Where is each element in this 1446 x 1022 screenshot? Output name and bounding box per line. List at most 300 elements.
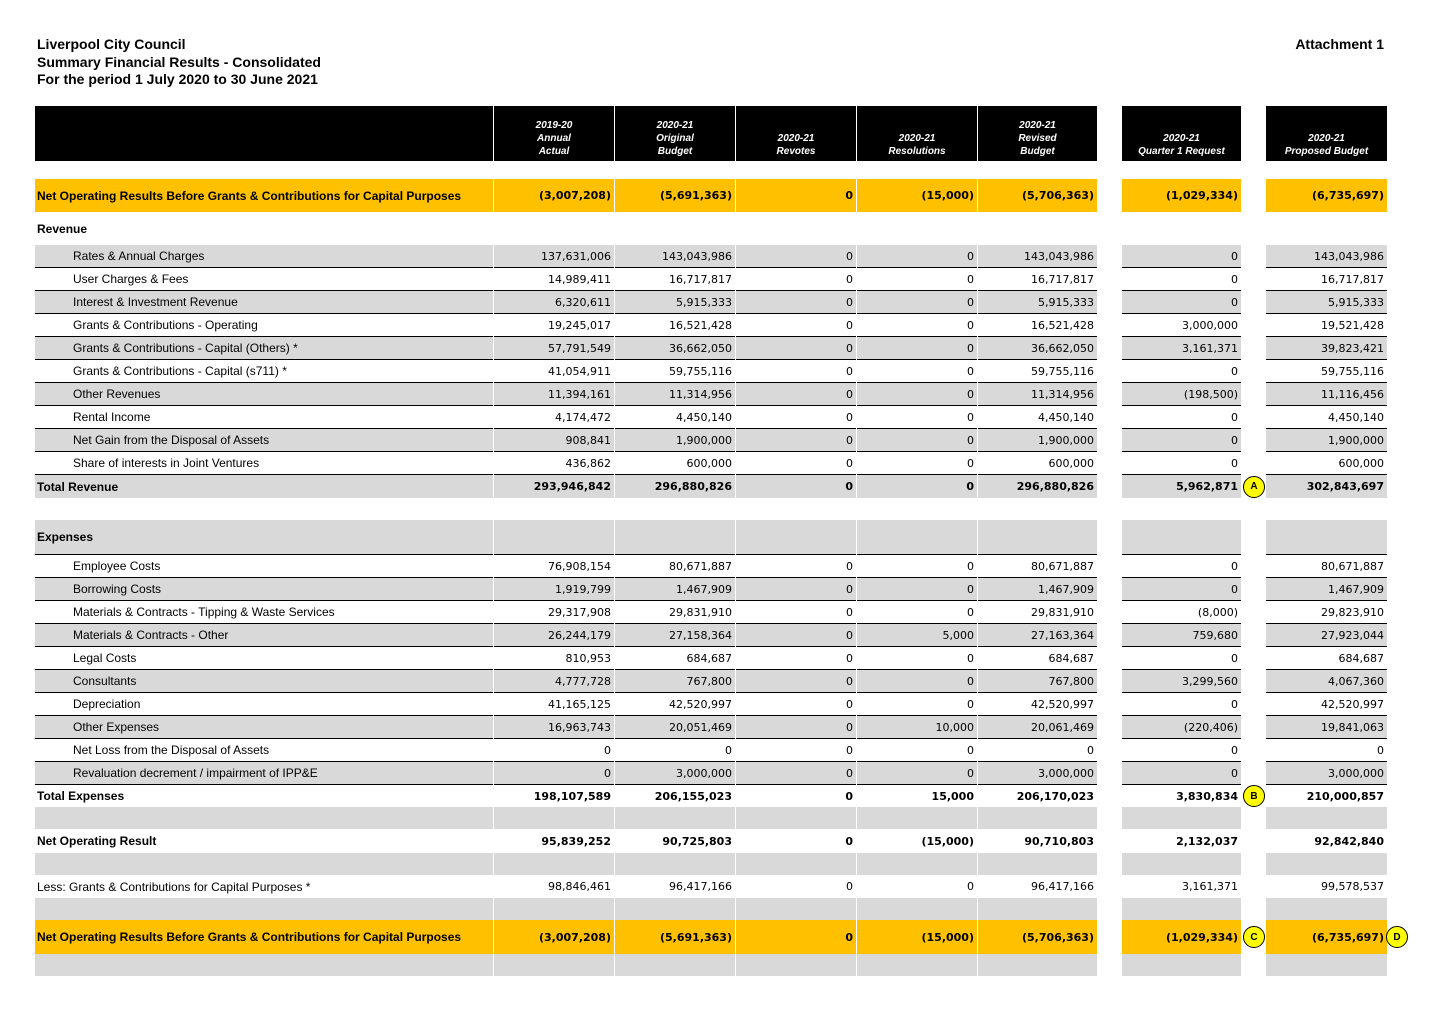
row-value: 0 <box>857 452 977 475</box>
row-value: 0 <box>857 245 977 268</box>
row-value: 19,521,428 <box>1266 314 1387 337</box>
row-label: Revenue <box>37 221 88 236</box>
column-header <box>1266 106 1387 161</box>
column-header-line: 2020-21 <box>656 120 694 131</box>
row-label: User Charges & Fees <box>35 268 493 291</box>
row-value: 42,520,997 <box>978 693 1097 716</box>
row-value: 96,417,166 <box>669 880 732 893</box>
row-value: (5,706,363) <box>978 920 1097 954</box>
row-value: 0 <box>736 578 856 601</box>
row-value: 0 <box>857 475 977 498</box>
row-value: 143,043,986 <box>1266 245 1387 268</box>
row-value: 600,000 <box>1266 452 1387 475</box>
column-header <box>615 106 735 161</box>
table-row <box>35 920 1387 954</box>
report-period: For the period 1 July 2020 to 30 June 2021 <box>37 71 318 87</box>
column-header <box>857 106 977 161</box>
row-label: Total Revenue <box>35 475 493 498</box>
row-value: 0 <box>857 314 977 337</box>
row-value <box>736 498 856 520</box>
row-value <box>978 212 1097 245</box>
table-row <box>35 360 1387 383</box>
row-value: 0 <box>736 762 856 785</box>
row-value: 16,521,428 <box>978 314 1097 337</box>
row-value: 19,245,017 <box>494 314 614 337</box>
marker-badge-d: D <box>1386 926 1408 948</box>
row-label: Share of interests in Joint Ventures <box>35 452 493 475</box>
column-header-line: 2020-21 <box>1019 120 1056 131</box>
row-value: 810,953 <box>494 647 614 670</box>
row-value <box>857 853 977 875</box>
row-value: 1,900,000 <box>978 429 1097 452</box>
row-value: (15,000) <box>921 834 974 848</box>
org-name: Liverpool City Council <box>37 36 186 52</box>
table-row <box>35 475 1387 498</box>
row-value: 16,521,428 <box>615 314 735 337</box>
column-header-line: Revotes <box>776 146 816 157</box>
row-value: 0 <box>857 383 977 406</box>
row-value: 436,862 <box>494 452 614 475</box>
row-value: 0 <box>857 555 977 578</box>
row-value: 0 <box>1122 555 1241 578</box>
table-row <box>35 314 1387 337</box>
row-value <box>1122 520 1241 555</box>
row-value: 0 <box>736 693 856 716</box>
row-label <box>35 898 493 920</box>
table-row <box>35 647 1387 670</box>
row-value: 99,578,537 <box>1321 880 1384 893</box>
row-label: Expenses <box>35 520 493 555</box>
row-value: 1,467,909 <box>978 578 1097 601</box>
row-value: 0 <box>736 647 856 670</box>
row-value: 206,170,023 <box>1016 789 1094 803</box>
row-value <box>1266 807 1387 829</box>
row-label: Other Revenues <box>35 383 493 406</box>
column-header-line: Proposed Budget <box>1284 146 1369 157</box>
row-label: Legal Costs <box>35 647 493 670</box>
row-value: 684,687 <box>978 647 1097 670</box>
row-value: 39,823,421 <box>1266 337 1387 360</box>
row-label <box>35 807 493 829</box>
row-value <box>1122 498 1241 520</box>
row-value: 1,467,909 <box>615 578 735 601</box>
row-value: 0 <box>736 920 856 954</box>
table-row <box>35 452 1387 475</box>
row-value: 0 <box>1122 360 1241 383</box>
table-row <box>35 212 1387 245</box>
row-value: 0 <box>857 739 977 762</box>
table-row <box>35 429 1387 452</box>
row-value: (1,029,334) <box>1122 920 1241 954</box>
row-value: 92,842,840 <box>1314 834 1384 848</box>
row-value <box>494 807 614 829</box>
row-value: 3,000,000 <box>615 762 735 785</box>
spacer-row <box>35 807 1387 829</box>
column-header-line: Resolutions <box>888 146 946 157</box>
row-value: 20,051,469 <box>615 716 735 739</box>
row-value <box>615 520 735 555</box>
attachment-label: Attachment 1 <box>1295 36 1384 52</box>
column-header-line: Actual <box>538 146 570 157</box>
row-label: Other Expenses <box>35 716 493 739</box>
row-value: 4,450,140 <box>615 406 735 429</box>
row-value: 42,520,997 <box>1266 693 1387 716</box>
row-value <box>1266 853 1387 875</box>
row-value: 29,831,910 <box>978 601 1097 624</box>
row-value: 0 <box>736 179 856 212</box>
row-value: 3,299,560 <box>1122 670 1241 693</box>
row-value: 0 <box>736 624 856 647</box>
row-value: (5,691,363) <box>615 920 735 954</box>
row-value: 36,662,050 <box>615 337 735 360</box>
table-row <box>35 601 1387 624</box>
table-row <box>35 875 1387 898</box>
row-value: 11,394,161 <box>494 383 614 406</box>
row-value: 11,314,956 <box>978 383 1097 406</box>
row-value: 302,843,697 <box>1266 475 1387 498</box>
column-header-row <box>35 106 1387 161</box>
row-value: 0 <box>1122 762 1241 785</box>
row-label: Materials & Contracts - Other <box>35 624 493 647</box>
row-value <box>978 807 1097 829</box>
row-value <box>615 954 735 976</box>
row-label: Materials & Contracts - Tipping & Waste Services <box>35 601 493 624</box>
row-value: 143,043,986 <box>615 245 735 268</box>
row-value: 16,963,743 <box>494 716 614 739</box>
row-value: 0 <box>967 880 974 893</box>
row-value <box>857 498 977 520</box>
row-value <box>978 498 1097 520</box>
row-value: 296,880,826 <box>978 475 1097 498</box>
column-header-line <box>888 119 945 132</box>
row-value <box>978 898 1097 920</box>
table-row <box>35 762 1387 785</box>
table-row <box>35 555 1387 578</box>
row-value: 4,174,472 <box>494 406 614 429</box>
row-value: 3,830,834 <box>1176 789 1238 803</box>
row-value: 0 <box>736 291 856 314</box>
row-value: 27,158,364 <box>615 624 735 647</box>
marker-badge-b: B <box>1243 785 1265 807</box>
row-value: 0 <box>1122 452 1241 475</box>
row-value: 206,155,023 <box>654 789 732 803</box>
row-value: 36,662,050 <box>978 337 1097 360</box>
row-value: 41,054,911 <box>494 360 614 383</box>
row-value: 16,717,817 <box>615 268 735 291</box>
row-value: 0 <box>494 762 614 785</box>
row-value: 0 <box>857 693 977 716</box>
row-value: 0 <box>978 739 1097 762</box>
row-label: Total Expenses <box>37 789 125 803</box>
row-value <box>736 954 856 976</box>
spacer-row <box>35 898 1387 920</box>
row-value <box>1122 898 1241 920</box>
row-label <box>35 498 493 520</box>
report-title-block <box>37 36 321 89</box>
table-row <box>35 670 1387 693</box>
row-value: 5,915,333 <box>1266 291 1387 314</box>
row-label: Rates & Annual Charges <box>35 245 493 268</box>
table-row <box>35 829 1387 853</box>
row-value <box>494 498 614 520</box>
row-value <box>615 807 735 829</box>
row-value: 29,831,910 <box>615 601 735 624</box>
row-value: 59,755,116 <box>1266 360 1387 383</box>
table-row <box>35 578 1387 601</box>
row-value: 4,777,728 <box>494 670 614 693</box>
table-row <box>35 179 1387 212</box>
row-value: 0 <box>736 739 856 762</box>
row-value <box>1266 898 1387 920</box>
row-label: Rental Income <box>35 406 493 429</box>
row-value: 80,671,887 <box>1266 555 1387 578</box>
table-row <box>35 406 1387 429</box>
row-value: 0 <box>1122 406 1241 429</box>
table-row <box>35 383 1387 406</box>
row-value: 26,244,179 <box>494 624 614 647</box>
row-value <box>736 520 856 555</box>
row-value: (220,406) <box>1122 716 1241 739</box>
row-value: 0 <box>736 475 856 498</box>
marker-badge-c: C <box>1243 926 1265 948</box>
row-value <box>857 520 977 555</box>
row-value <box>494 212 614 245</box>
row-value: 0 <box>736 429 856 452</box>
column-header <box>494 106 614 161</box>
row-value <box>1266 954 1387 976</box>
table-row <box>35 337 1387 360</box>
row-value: 0 <box>845 789 853 803</box>
row-value: 0 <box>857 578 977 601</box>
row-value: 600,000 <box>615 452 735 475</box>
row-value: 27,923,044 <box>1266 624 1387 647</box>
row-label: Net Operating Results Before Grants & Contributions for Capital Purposes <box>35 179 493 212</box>
row-value: 0 <box>736 452 856 475</box>
row-value: 600,000 <box>978 452 1097 475</box>
row-value: 684,687 <box>1266 647 1387 670</box>
row-value: 0 <box>736 360 856 383</box>
row-value <box>494 898 614 920</box>
row-value: (6,735,697) <box>1266 179 1387 212</box>
row-value: 759,680 <box>1122 624 1241 647</box>
row-value: 2,132,037 <box>1176 834 1238 848</box>
row-value: 3,000,000 <box>978 762 1097 785</box>
row-value: 0 <box>736 406 856 429</box>
column-header-line: 2020-21 <box>777 133 815 144</box>
row-value: 1,900,000 <box>1266 429 1387 452</box>
row-value: 80,671,887 <box>978 555 1097 578</box>
row-value: 11,314,956 <box>615 383 735 406</box>
row-value <box>494 520 614 555</box>
column-header-line <box>1138 119 1225 132</box>
row-value: 0 <box>615 739 735 762</box>
row-value: 95,839,252 <box>541 834 611 848</box>
row-value: 0 <box>845 834 853 848</box>
row-value: 80,671,887 <box>615 555 735 578</box>
table-row <box>35 739 1387 762</box>
row-label: Revaluation decrement / impairment of IPP&E <box>35 762 493 785</box>
row-value: 0 <box>736 555 856 578</box>
row-value <box>1122 212 1241 245</box>
row-value: 76,908,154 <box>494 555 614 578</box>
row-value: 0 <box>857 762 977 785</box>
row-value: 143,043,986 <box>978 245 1097 268</box>
header-label-cell <box>35 106 493 161</box>
row-value: 4,450,140 <box>1266 406 1387 429</box>
row-value <box>494 954 614 976</box>
row-value: 0 <box>857 429 977 452</box>
row-value: 5,915,333 <box>615 291 735 314</box>
table-row <box>35 291 1387 314</box>
table-row <box>35 693 1387 716</box>
row-value: 3,161,371 <box>1122 337 1241 360</box>
column-header <box>736 106 856 161</box>
row-value: 0 <box>1122 429 1241 452</box>
table-row <box>35 624 1387 647</box>
spacer-row <box>35 498 1387 520</box>
marker-badge-a: A <box>1243 476 1265 498</box>
row-label <box>35 853 493 875</box>
row-value: 90,710,803 <box>1024 834 1094 848</box>
row-value <box>978 954 1097 976</box>
row-label: Interest & Investment Revenue <box>35 291 493 314</box>
row-value: (15,000) <box>857 179 977 212</box>
spacer-row <box>35 853 1387 875</box>
row-value: 0 <box>736 716 856 739</box>
column-header-line: Budget <box>657 146 693 157</box>
row-value: 210,000,857 <box>1306 789 1384 803</box>
row-value <box>615 898 735 920</box>
row-label: Grants & Contributions - Capital (s711) * <box>35 360 493 383</box>
row-value: 1,919,799 <box>494 578 614 601</box>
row-value: 0 <box>857 406 977 429</box>
row-value <box>1266 520 1387 555</box>
row-value: (3,007,208) <box>494 179 614 212</box>
row-value: (1,029,334) <box>1122 179 1241 212</box>
column-header-line: Original <box>656 133 694 144</box>
row-value: 0 <box>736 268 856 291</box>
row-value <box>978 853 1097 875</box>
row-value: 296,880,826 <box>615 475 735 498</box>
row-label: Net Loss from the Disposal of Assets <box>35 739 493 762</box>
column-header-line: 2020-21 <box>1308 133 1345 144</box>
row-label: Less: Grants & Contributions for Capital Purposes * <box>37 879 311 894</box>
row-label <box>35 954 493 976</box>
row-value: 42,520,997 <box>615 693 735 716</box>
row-value: (3,007,208) <box>494 920 614 954</box>
row-value <box>857 898 977 920</box>
row-label: Depreciation <box>35 693 493 716</box>
row-value: 0 <box>1122 647 1241 670</box>
row-value: 57,791,549 <box>494 337 614 360</box>
row-value: 0 <box>1266 739 1387 762</box>
row-value <box>615 212 735 245</box>
row-label: Grants & Contributions - Capital (Others) * <box>35 337 493 360</box>
row-value: 90,725,803 <box>662 834 732 848</box>
row-value: 29,823,910 <box>1266 601 1387 624</box>
row-value <box>978 520 1097 555</box>
row-label: Net Gain from the Disposal of Assets <box>35 429 493 452</box>
row-value: 0 <box>857 268 977 291</box>
row-label: Employee Costs <box>35 555 493 578</box>
row-value: 0 <box>857 601 977 624</box>
row-value: 767,800 <box>978 670 1097 693</box>
table-row <box>35 245 1387 268</box>
row-value <box>1266 212 1387 245</box>
row-value: 19,841,063 <box>1266 716 1387 739</box>
row-value: 0 <box>846 880 853 893</box>
table-row <box>35 520 1387 555</box>
row-value: 41,165,125 <box>494 693 614 716</box>
row-value: 59,755,116 <box>615 360 735 383</box>
row-value <box>736 212 856 245</box>
column-header-line: 2020-21 <box>1163 133 1200 144</box>
row-value: 16,717,817 <box>978 268 1097 291</box>
table-row <box>35 785 1387 807</box>
row-value: 3,000,000 <box>1122 314 1241 337</box>
row-value: 0 <box>857 291 977 314</box>
column-header-line <box>777 119 816 132</box>
column-header <box>978 106 1097 161</box>
row-value: (6,735,697) <box>1266 920 1387 954</box>
row-value <box>857 807 977 829</box>
row-value: 10,000 <box>857 716 977 739</box>
row-value <box>736 853 856 875</box>
row-value: 11,116,456 <box>1266 383 1387 406</box>
row-value <box>736 807 856 829</box>
row-value: 6,320,611 <box>494 291 614 314</box>
row-value: 0 <box>736 337 856 360</box>
row-value: 0 <box>857 337 977 360</box>
row-value <box>615 853 735 875</box>
row-value <box>1122 853 1241 875</box>
row-value: 5,000 <box>857 624 977 647</box>
spacer-row <box>35 954 1387 976</box>
column-header-line: 2020-21 <box>898 133 936 144</box>
row-value: 0 <box>494 739 614 762</box>
row-label: Grants & Contributions - Operating <box>35 314 493 337</box>
row-value: 1,900,000 <box>615 429 735 452</box>
row-value: (15,000) <box>857 920 977 954</box>
row-value: 27,163,364 <box>978 624 1097 647</box>
row-value: 0 <box>1122 245 1241 268</box>
row-value: 4,450,140 <box>978 406 1097 429</box>
row-value: 29,317,908 <box>494 601 614 624</box>
row-value <box>615 498 735 520</box>
row-value: 684,687 <box>615 647 735 670</box>
column-header-line <box>1285 119 1368 132</box>
row-value <box>1122 954 1241 976</box>
row-value: 0 <box>857 360 977 383</box>
row-value: 96,417,166 <box>1031 880 1094 893</box>
row-value: 137,631,006 <box>494 245 614 268</box>
row-value: 0 <box>736 314 856 337</box>
row-value <box>1122 807 1241 829</box>
row-value <box>857 212 977 245</box>
row-value: 0 <box>1122 578 1241 601</box>
row-label: Consultants <box>35 670 493 693</box>
row-value: 0 <box>1122 739 1241 762</box>
row-value: 16,717,817 <box>1266 268 1387 291</box>
row-value: 0 <box>736 670 856 693</box>
row-value: (5,691,363) <box>615 179 735 212</box>
table-row <box>35 268 1387 291</box>
row-value: 293,946,842 <box>494 475 614 498</box>
column-header-line: 2019-20 <box>535 120 573 131</box>
row-value <box>736 898 856 920</box>
row-value: 4,067,360 <box>1266 670 1387 693</box>
row-label: Net Operating Results Before Grants & Contributions for Capital Purposes <box>35 920 493 954</box>
